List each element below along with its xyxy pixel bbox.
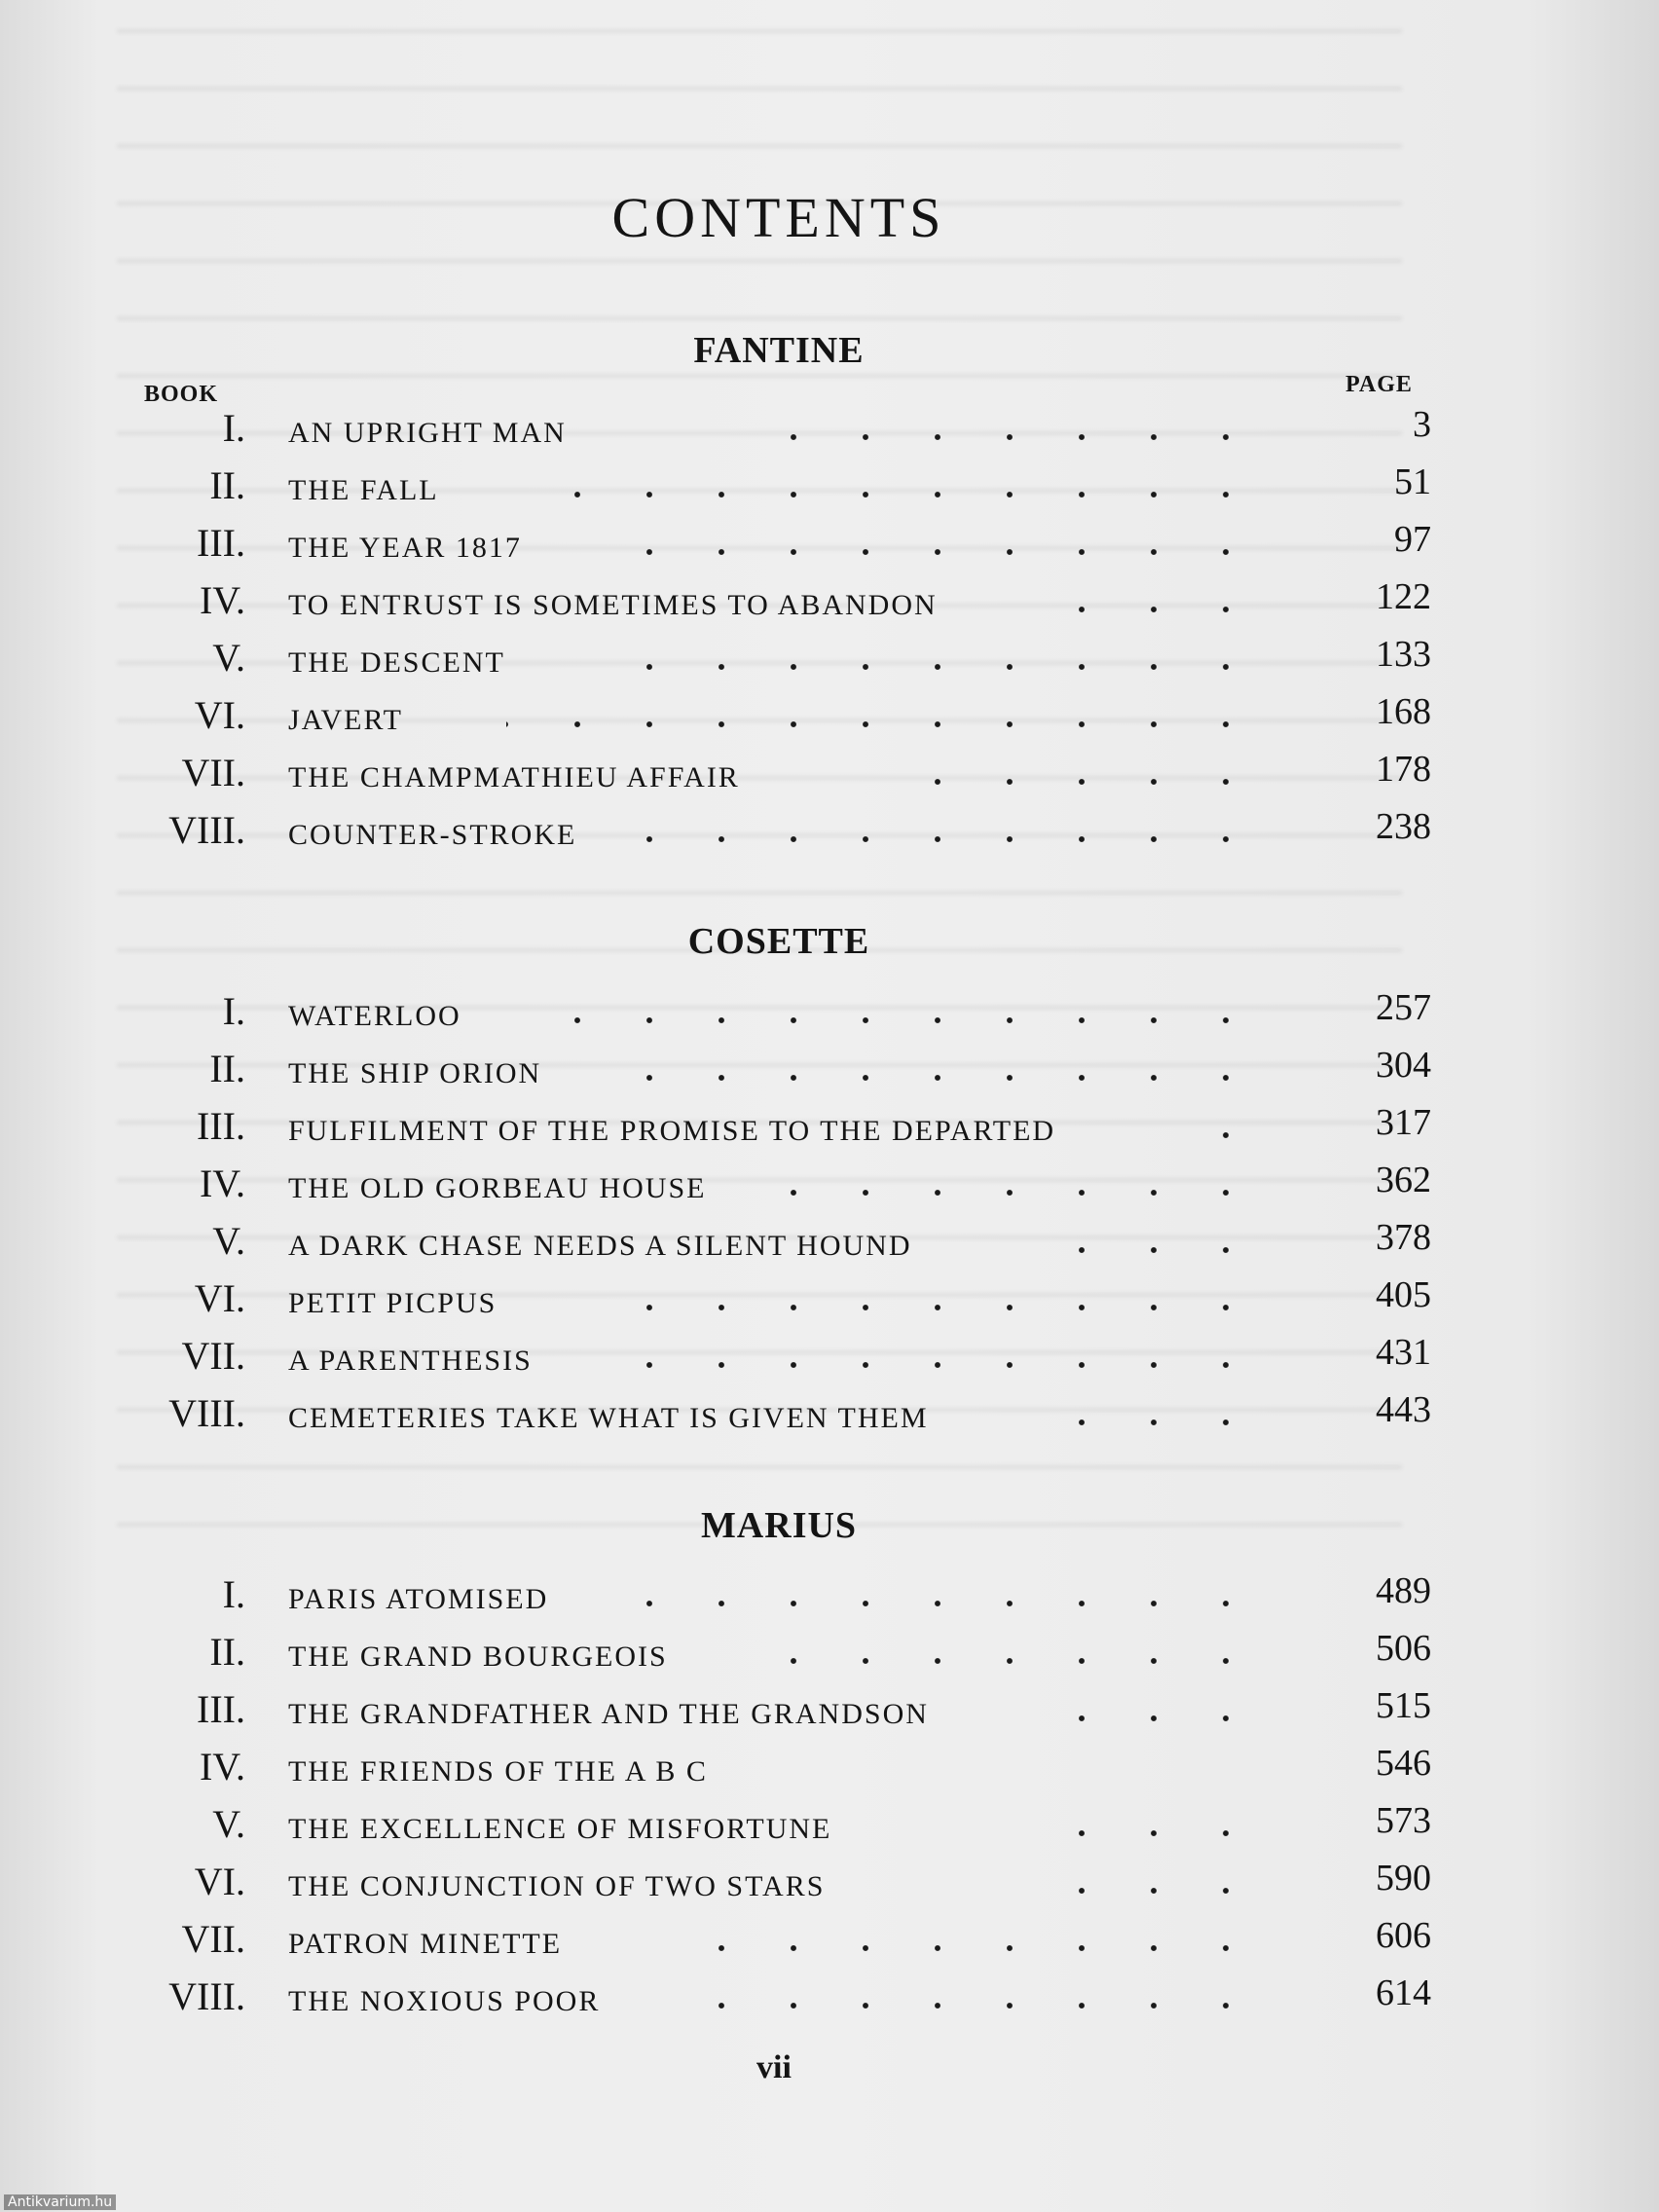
toc-entry <box>97 633 1431 689</box>
page-number: 378 <box>1376 1217 1431 1258</box>
book-title: THE GRAND BOURGEOIS <box>288 1641 668 1673</box>
book-title: THE CHAMPMATHIEU AFFAIR <box>288 761 740 793</box>
page-number: 546 <box>1376 1743 1431 1784</box>
book-title: THE SHIP ORION <box>288 1057 542 1089</box>
page-number: 304 <box>1376 1045 1431 1086</box>
toc-entry <box>97 1569 1431 1626</box>
toc-entry <box>97 1216 1431 1272</box>
book-title: PATRON MINETTE <box>288 1928 563 1960</box>
part-title-cosette: COSETTE <box>687 921 870 962</box>
book-number: VII. <box>181 751 245 794</box>
page-number: 168 <box>1376 691 1431 732</box>
dot-leader <box>643 1597 1295 1610</box>
toc-entry <box>97 1857 1431 1913</box>
book-title: WATERLOO <box>288 1000 461 1032</box>
toc-entry <box>97 805 1431 862</box>
book-number: I. <box>222 406 245 450</box>
toc-entry <box>97 1684 1431 1741</box>
page-number: 257 <box>1376 987 1431 1028</box>
book-number: II. <box>209 1630 245 1674</box>
dot-leader <box>1042 1243 1295 1257</box>
book-title: PARIS ATOMISED <box>288 1583 549 1615</box>
dot-leader <box>1032 1884 1295 1898</box>
book-title: FULFILMENT OF THE PROMISE TO THE DEPARTED <box>288 1115 1056 1147</box>
dot-leader <box>740 1654 1295 1668</box>
page-number: 3 <box>1413 404 1431 445</box>
dot-leader <box>779 1186 1295 1199</box>
book-title: CEMETERIES TAKE WHAT IS GIVEN THEM <box>288 1402 929 1434</box>
toc-entry <box>97 986 1431 1043</box>
dot-leader <box>1032 1826 1295 1840</box>
book-title: THE EXCELLENCE OF MISFORTUNE <box>288 1813 832 1845</box>
dot-leader <box>1051 1712 1295 1725</box>
dot-leader <box>701 1941 1295 1955</box>
book-title: THE DESCENT <box>288 646 505 679</box>
book-title: A PARENTHESIS <box>288 1345 533 1377</box>
book-number: VII. <box>181 1334 245 1378</box>
page-number: 614 <box>1376 1972 1431 2013</box>
toc-entry <box>97 1914 1431 1971</box>
book-number: VI. <box>194 1276 245 1320</box>
page-number: 238 <box>1376 806 1431 847</box>
dot-leader <box>769 430 1295 444</box>
toc-entry <box>97 461 1431 517</box>
page-number: 606 <box>1376 1915 1431 1956</box>
toc-entry <box>97 1972 1431 2028</box>
page-number: 590 <box>1376 1858 1431 1899</box>
book-number: VII. <box>181 1917 245 1961</box>
book-number: IV. <box>199 1745 245 1788</box>
dot-leader <box>584 1301 1295 1314</box>
page-number: 97 <box>1394 519 1431 560</box>
book-title: JAVERT <box>288 704 403 736</box>
book-number: II. <box>209 1047 245 1090</box>
book-title: PETIT PICPUS <box>288 1287 498 1319</box>
book-number: VI. <box>194 1860 245 1903</box>
page-number: 317 <box>1376 1102 1431 1143</box>
book-number: VIII. <box>168 1974 245 2018</box>
book-title: A DARK CHASE NEEDS A SILENT HOUND <box>288 1230 912 1262</box>
book-number: I. <box>222 1572 245 1616</box>
page-number: 443 <box>1376 1389 1431 1430</box>
book-number: III. <box>197 521 245 565</box>
page-number: 515 <box>1376 1685 1431 1726</box>
book-title: THE FRIENDS OF THE A B C <box>288 1755 708 1788</box>
page-number: 573 <box>1376 1800 1431 1841</box>
page-folio: vii <box>756 2049 792 2085</box>
dot-leader <box>506 718 1295 731</box>
toc-entry <box>97 1044 1431 1100</box>
book-title: TO ENTRUST IS SOMETIMES TO ABANDON <box>288 589 938 621</box>
contents-heading: CONTENTS <box>611 186 946 249</box>
toc-entry <box>97 1101 1431 1158</box>
page-number: 51 <box>1394 461 1431 502</box>
page-number: 122 <box>1376 576 1431 617</box>
page-number: 178 <box>1376 749 1431 790</box>
dot-leader <box>643 1071 1295 1085</box>
book-title: THE NOXIOUS POOR <box>288 1985 601 2017</box>
book-number: II. <box>209 463 245 507</box>
dot-leader <box>643 1358 1295 1372</box>
book-title: COUNTER-STROKE <box>288 819 577 851</box>
toc-entry <box>97 1273 1431 1330</box>
dot-leader <box>643 832 1295 846</box>
dot-leader <box>701 1999 1295 2012</box>
book-number: V. <box>212 1802 245 1846</box>
book-title: AN UPRIGHT MAN <box>288 417 567 449</box>
dot-leader <box>1178 1128 1295 1142</box>
page-number: 405 <box>1376 1274 1431 1315</box>
toc-entry <box>97 1742 1431 1798</box>
book-title: THE CONJUNCTION OF TWO STARS <box>288 1870 826 1902</box>
book-number: I. <box>222 989 245 1033</box>
book-number: V. <box>212 1219 245 1263</box>
toc-entry <box>97 1331 1431 1387</box>
page-column-label: PAGE <box>1346 372 1413 397</box>
book-column-label: BOOK <box>144 382 219 407</box>
toc-entry <box>97 1388 1431 1445</box>
toc-entry <box>97 1799 1431 1856</box>
part-title-fantine: FANTINE <box>693 330 865 371</box>
page-number: 489 <box>1376 1570 1431 1611</box>
book-number: IV. <box>199 578 245 622</box>
book-number: VI. <box>194 693 245 737</box>
toc-entry <box>97 748 1431 804</box>
dot-leader <box>604 545 1295 559</box>
book-number: VIII. <box>168 808 245 852</box>
dot-leader <box>876 775 1295 789</box>
page-number: 431 <box>1376 1332 1431 1373</box>
dot-leader <box>1051 603 1295 616</box>
page-number: 133 <box>1376 634 1431 675</box>
book-title: THE FALL <box>288 474 439 506</box>
book-title: THE OLD GORBEAU HOUSE <box>288 1172 707 1204</box>
toc-entry <box>97 690 1431 747</box>
toc-entry <box>97 1159 1431 1215</box>
dot-leader <box>1051 1416 1295 1429</box>
book-number: III. <box>197 1104 245 1148</box>
page-number: 362 <box>1376 1160 1431 1200</box>
book-title: THE YEAR 1817 <box>288 532 522 564</box>
book-number: IV. <box>199 1161 245 1205</box>
toc-entry <box>97 575 1431 632</box>
part-title-marius: MARIUS <box>700 1505 858 1546</box>
toc-entry <box>97 403 1431 460</box>
page-number: 506 <box>1376 1628 1431 1669</box>
site-watermark: Antikvarium.hu <box>4 2194 116 2210</box>
dot-leader <box>594 660 1295 674</box>
dot-leader <box>516 1014 1295 1027</box>
toc-entry <box>97 518 1431 574</box>
dot-leader <box>526 488 1295 501</box>
book-number: VIII. <box>168 1391 245 1435</box>
book-number: V. <box>212 636 245 680</box>
book-title: THE GRANDFATHER AND THE GRANDSON <box>288 1698 929 1730</box>
toc-entry <box>97 1627 1431 1683</box>
book-number: III. <box>197 1687 245 1731</box>
